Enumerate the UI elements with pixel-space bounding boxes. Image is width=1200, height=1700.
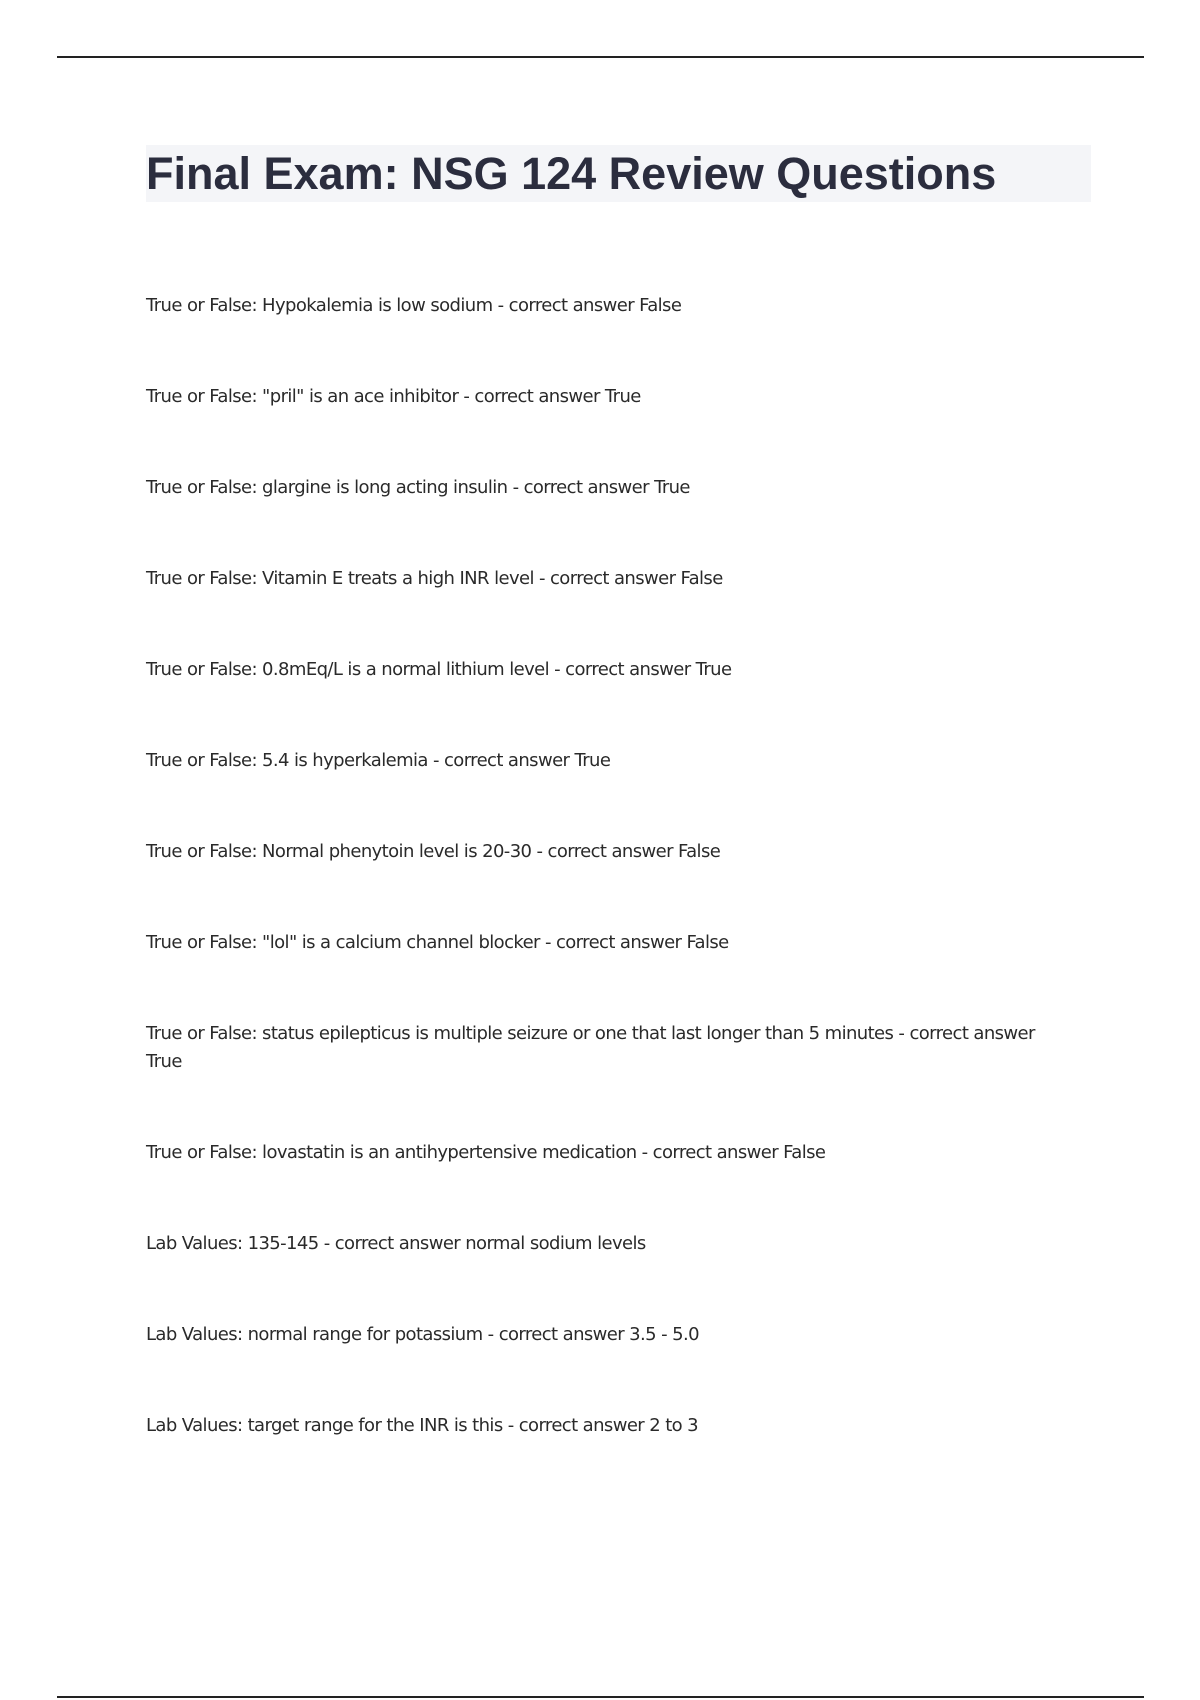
- title-block: [146, 145, 1091, 202]
- question-item: Lab Values: target range for the INR is this - correct answer 2 to 3: [146, 1415, 699, 1436]
- question-item: True or False: 0.8mEq/L is a normal lithium level - correct answer True: [146, 659, 732, 680]
- footer-rule: [57, 1696, 1144, 1698]
- question-item: True or False: status epilepticus is multiple seizure or one that last longer than 5 minutes - correct answer True: [146, 1023, 1035, 1072]
- page-title: Final Exam: NSG 124 Review Questions: [146, 148, 997, 199]
- question-item: True or False: Normal phenytoin level is 20-30 - correct answer False: [146, 841, 721, 862]
- question-item: True or False: 5.4 is hyperkalemia - correct answer True: [146, 750, 611, 771]
- question-item: True or False: "lol" is a calcium channel blocker - correct answer False: [146, 932, 729, 953]
- question-item: True or False: lovastatin is an antihypertensive medication - correct answer False: [146, 1142, 826, 1163]
- question-item: True or False: "pril" is an ace inhibitor - correct answer True: [146, 386, 641, 407]
- question-item: Lab Values: 135-145 - correct answer normal sodium levels: [146, 1233, 646, 1254]
- question-item: True or False: Vitamin E treats a high INR level - correct answer False: [146, 568, 723, 589]
- question-item: True or False: glargine is long acting insulin - correct answer True: [146, 477, 690, 498]
- question-item: True or False: Hypokalemia is low sodium - correct answer False: [146, 295, 682, 316]
- question-item: Lab Values: normal range for potassium - correct answer 3.5 - 5.0: [146, 1324, 699, 1345]
- header-rule: [57, 56, 1144, 58]
